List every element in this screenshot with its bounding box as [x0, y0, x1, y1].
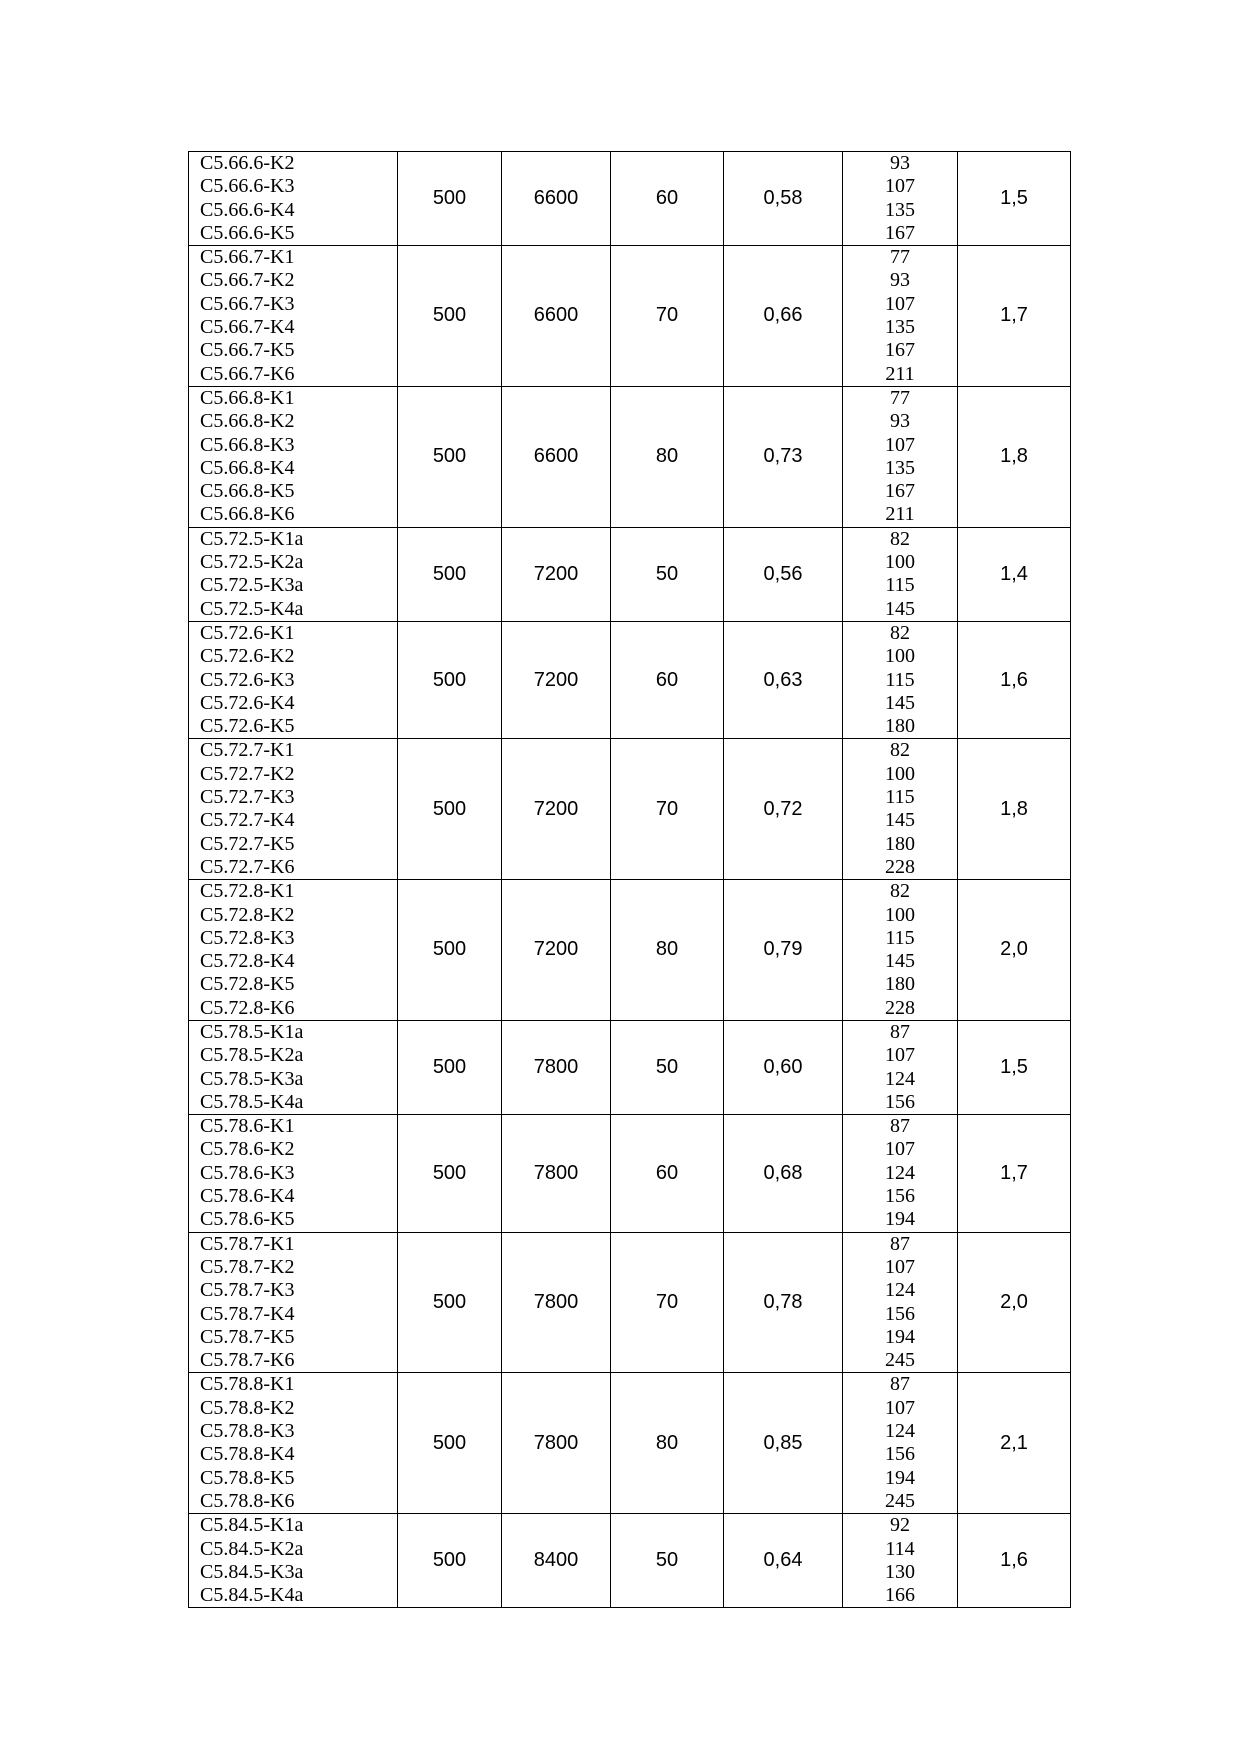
- load-value: 180: [885, 715, 915, 738]
- mark-label: C5.78.7-K1: [200, 1232, 295, 1255]
- load-cell: [843, 386, 958, 527]
- load-cell: [843, 621, 958, 738]
- load-value: 100: [885, 903, 915, 926]
- mark-label: C5.66.7-K5: [200, 339, 295, 362]
- mark-label: C5.66.6-K3: [200, 175, 295, 198]
- load-value: 124: [885, 1161, 915, 1184]
- load-value: 115: [885, 786, 915, 809]
- mark-label: C5.72.8-K2: [200, 903, 295, 926]
- load-value: 77: [890, 386, 910, 409]
- col7-cell: 2,0: [958, 880, 1071, 1021]
- load-value: 135: [885, 316, 915, 339]
- col2-cell: 500: [398, 1020, 502, 1114]
- mark-label: C5.72.5-K2a: [200, 551, 304, 574]
- col2-cell: 500: [398, 386, 502, 527]
- mark-label: C5.72.6-K2: [200, 645, 295, 668]
- col3-cell: 7200: [502, 621, 611, 738]
- col4-cell: 50: [611, 527, 724, 621]
- col3-cell: 7200: [502, 527, 611, 621]
- mark-label: C5.72.7-K4: [200, 809, 295, 832]
- load-value: 167: [885, 480, 915, 503]
- mark-label: C5.78.8-K2: [200, 1396, 295, 1419]
- load-value: 228: [885, 996, 915, 1019]
- mark-label: C5.72.7-K5: [200, 832, 295, 855]
- load-value: 87: [890, 1232, 910, 1255]
- load-value: 156: [885, 1443, 915, 1466]
- table-row: [189, 621, 1071, 738]
- mark-label: C5.78.8-K5: [200, 1466, 295, 1489]
- col5-cell: 0,68: [724, 1115, 843, 1232]
- mark-label: C5.78.5-K3a: [200, 1067, 304, 1090]
- mark-label: C5.66.8-K1: [200, 386, 295, 409]
- mark-label: C5.78.7-K5: [200, 1325, 295, 1348]
- load-value: 135: [885, 198, 915, 221]
- col2-cell: 500: [398, 739, 502, 880]
- col3-cell: 6600: [502, 246, 611, 387]
- load-value: 107: [885, 292, 915, 315]
- mark-label: C5.84.5-K3a: [200, 1560, 304, 1583]
- mark-label: C5.66.7-K4: [200, 316, 295, 339]
- col7-cell: 1,6: [958, 621, 1071, 738]
- mark-cell: [189, 1514, 398, 1608]
- col4-cell: 80: [611, 1373, 724, 1514]
- load-value: 87: [890, 1115, 910, 1138]
- table-row: [189, 880, 1071, 1021]
- mark-label: C5.78.6-K4: [200, 1185, 295, 1208]
- load-cell: [843, 246, 958, 387]
- mark-label: C5.66.7-K1: [200, 246, 295, 269]
- col3-cell: 7200: [502, 739, 611, 880]
- load-value: 194: [885, 1208, 915, 1231]
- load-value: 82: [890, 880, 910, 903]
- col7-cell: 2,1: [958, 1373, 1071, 1514]
- col5-cell: 0,63: [724, 621, 843, 738]
- col3-cell: 7800: [502, 1115, 611, 1232]
- load-value: 211: [885, 362, 915, 385]
- col4-cell: 60: [611, 1115, 724, 1232]
- load-value: 194: [885, 1325, 915, 1348]
- mark-cell: [189, 386, 398, 527]
- mark-label: C5.66.7-K6: [200, 362, 295, 385]
- mark-label: C5.78.7-K4: [200, 1302, 295, 1325]
- specification-table: [188, 151, 1071, 1608]
- mark-label: C5.78.8-K3: [200, 1420, 295, 1443]
- col4-cell: 60: [611, 152, 724, 246]
- mark-label: C5.78.8-K4: [200, 1443, 295, 1466]
- load-value: 156: [885, 1302, 915, 1325]
- col7-cell: 1,6: [958, 1514, 1071, 1608]
- mark-label: C5.66.6-K5: [200, 221, 295, 244]
- mark-label: C5.72.8-K4: [200, 950, 295, 973]
- col3-cell: 7200: [502, 880, 611, 1021]
- mark-label: C5.72.6-K1: [200, 621, 295, 644]
- mark-label: C5.84.5-K4a: [200, 1584, 304, 1607]
- mark-label: C5.72.6-K4: [200, 691, 295, 714]
- mark-label: C5.78.5-K4a: [200, 1090, 304, 1113]
- mark-cell: [189, 527, 398, 621]
- load-cell: [843, 1232, 958, 1373]
- load-cell: [843, 152, 958, 246]
- load-value: 180: [885, 973, 915, 996]
- col5-cell: 0,79: [724, 880, 843, 1021]
- mark-cell: [189, 1020, 398, 1114]
- load-value: 130: [885, 1560, 915, 1583]
- mark-label: C5.72.6-K5: [200, 715, 295, 738]
- col2-cell: 500: [398, 1232, 502, 1373]
- load-value: 114: [885, 1537, 915, 1560]
- load-value: 93: [890, 269, 910, 292]
- load-value: 82: [890, 739, 910, 762]
- col5-cell: 0,64: [724, 1514, 843, 1608]
- load-value: 100: [885, 762, 915, 785]
- load-value: 145: [885, 809, 915, 832]
- mark-label: C5.72.8-K5: [200, 973, 295, 996]
- load-value: 124: [885, 1067, 915, 1090]
- load-value: 145: [885, 950, 915, 973]
- load-value: 145: [885, 597, 915, 620]
- load-value: 245: [885, 1489, 915, 1512]
- load-value: 145: [885, 691, 915, 714]
- mark-label: C5.66.8-K2: [200, 410, 295, 433]
- col7-cell: 1,5: [958, 1020, 1071, 1114]
- load-value: 107: [885, 1138, 915, 1161]
- mark-label: C5.78.8-K6: [200, 1489, 295, 1512]
- col2-cell: 500: [398, 621, 502, 738]
- load-value: 245: [885, 1349, 915, 1372]
- col2-cell: 500: [398, 152, 502, 246]
- col5-cell: 0,56: [724, 527, 843, 621]
- mark-label: C5.66.6-K2: [200, 152, 295, 174]
- col7-cell: 1,7: [958, 246, 1071, 387]
- col4-cell: 60: [611, 621, 724, 738]
- col5-cell: 0,66: [724, 246, 843, 387]
- col7-cell: 1,8: [958, 739, 1071, 880]
- mark-label: C5.78.8-K1: [200, 1373, 295, 1396]
- col2-cell: 500: [398, 1373, 502, 1514]
- col4-cell: 70: [611, 246, 724, 387]
- table-row: [189, 152, 1071, 246]
- table-row: [189, 1115, 1071, 1232]
- table-row: [189, 1373, 1071, 1514]
- mark-label: C5.78.7-K6: [200, 1349, 295, 1372]
- table-row: [189, 739, 1071, 880]
- col5-cell: 0,58: [724, 152, 843, 246]
- mark-label: C5.72.7-K1: [200, 739, 295, 762]
- load-value: 100: [885, 645, 915, 668]
- col2-cell: 500: [398, 246, 502, 387]
- load-cell: [843, 880, 958, 1021]
- mark-label: C5.78.6-K2: [200, 1138, 295, 1161]
- mark-label: C5.78.6-K3: [200, 1161, 295, 1184]
- load-cell: [843, 527, 958, 621]
- mark-label: C5.72.8-K3: [200, 926, 295, 949]
- mark-label: C5.66.8-K6: [200, 503, 295, 526]
- mark-label: C5.84.5-K1a: [200, 1514, 304, 1537]
- col3-cell: 6600: [502, 386, 611, 527]
- load-value: 115: [885, 574, 915, 597]
- mark-cell: [189, 152, 398, 246]
- col4-cell: 50: [611, 1514, 724, 1608]
- mark-cell: [189, 1115, 398, 1232]
- col5-cell: 0,73: [724, 386, 843, 527]
- mark-label: C5.78.5-K2a: [200, 1044, 304, 1067]
- load-value: 194: [885, 1466, 915, 1489]
- load-value: 93: [890, 410, 910, 433]
- load-value: 82: [890, 527, 910, 550]
- table-row: [189, 386, 1071, 527]
- load-value: 211: [885, 503, 915, 526]
- col2-cell: 500: [398, 1514, 502, 1608]
- col3-cell: 6600: [502, 152, 611, 246]
- table-row: [189, 1020, 1071, 1114]
- col7-cell: 1,5: [958, 152, 1071, 246]
- load-value: 93: [890, 152, 910, 174]
- col3-cell: 7800: [502, 1232, 611, 1373]
- load-value: 180: [885, 832, 915, 855]
- mark-label: C5.72.5-K1a: [200, 527, 304, 550]
- load-cell: [843, 1020, 958, 1114]
- col4-cell: 50: [611, 1020, 724, 1114]
- load-value: 167: [885, 221, 915, 244]
- mark-label: C5.78.7-K2: [200, 1255, 295, 1278]
- col4-cell: 80: [611, 880, 724, 1021]
- load-value: 87: [890, 1020, 910, 1043]
- mark-label: C5.72.5-K3a: [200, 574, 304, 597]
- mark-label: C5.66.7-K2: [200, 269, 295, 292]
- col3-cell: 7800: [502, 1373, 611, 1514]
- mark-label: C5.72.5-K4a: [200, 597, 304, 620]
- mark-label: C5.78.6-K1: [200, 1115, 295, 1138]
- load-cell: [843, 1115, 958, 1232]
- col5-cell: 0,78: [724, 1232, 843, 1373]
- mark-label: C5.72.7-K2: [200, 762, 295, 785]
- load-value: 107: [885, 1396, 915, 1419]
- load-value: 228: [885, 855, 915, 878]
- col5-cell: 0,72: [724, 739, 843, 880]
- load-value: 82: [890, 621, 910, 644]
- table-row: [189, 246, 1071, 387]
- load-value: 107: [885, 433, 915, 456]
- load-value: 107: [885, 175, 915, 198]
- mark-label: C5.72.8-K1: [200, 880, 295, 903]
- load-value: 100: [885, 551, 915, 574]
- load-value: 115: [885, 668, 915, 691]
- col7-cell: 1,7: [958, 1115, 1071, 1232]
- load-value: 107: [885, 1255, 915, 1278]
- mark-cell: [189, 739, 398, 880]
- col5-cell: 0,85: [724, 1373, 843, 1514]
- load-cell: [843, 739, 958, 880]
- load-value: 115: [885, 926, 915, 949]
- col2-cell: 500: [398, 1115, 502, 1232]
- table-body: [189, 152, 1071, 1608]
- load-value: 107: [885, 1044, 915, 1067]
- mark-label: C5.72.7-K3: [200, 786, 295, 809]
- load-value: 166: [885, 1584, 915, 1607]
- load-value: 167: [885, 339, 915, 362]
- load-cell: [843, 1514, 958, 1608]
- col2-cell: 500: [398, 880, 502, 1021]
- col7-cell: 2,0: [958, 1232, 1071, 1373]
- mark-label: C5.78.5-K1a: [200, 1020, 304, 1043]
- table-row: [189, 1514, 1071, 1608]
- mark-label: C5.66.6-K4: [200, 198, 295, 221]
- mark-label: C5.72.6-K3: [200, 668, 295, 691]
- mark-cell: [189, 880, 398, 1021]
- load-cell: [843, 1373, 958, 1514]
- mark-cell: [189, 1232, 398, 1373]
- col7-cell: 1,4: [958, 527, 1071, 621]
- mark-label: C5.84.5-K2a: [200, 1537, 304, 1560]
- mark-label: C5.78.6-K5: [200, 1208, 295, 1231]
- load-value: 92: [890, 1514, 910, 1537]
- load-value: 124: [885, 1420, 915, 1443]
- mark-label: C5.72.7-K6: [200, 855, 295, 878]
- col4-cell: 70: [611, 739, 724, 880]
- col5-cell: 0,60: [724, 1020, 843, 1114]
- mark-label: C5.66.8-K3: [200, 433, 295, 456]
- mark-label: C5.66.8-K4: [200, 456, 295, 479]
- col7-cell: 1,8: [958, 386, 1071, 527]
- mark-label: C5.66.8-K5: [200, 480, 295, 503]
- mark-cell: [189, 246, 398, 387]
- col4-cell: 80: [611, 386, 724, 527]
- load-value: 156: [885, 1185, 915, 1208]
- table-row: [189, 1232, 1071, 1373]
- mark-label: C5.66.7-K3: [200, 292, 295, 315]
- table-row: [189, 527, 1071, 621]
- load-value: 77: [890, 246, 910, 269]
- mark-label: C5.78.7-K3: [200, 1279, 295, 1302]
- load-value: 87: [890, 1373, 910, 1396]
- mark-cell: [189, 1373, 398, 1514]
- col3-cell: 8400: [502, 1514, 611, 1608]
- mark-cell: [189, 621, 398, 738]
- load-value: 135: [885, 456, 915, 479]
- col4-cell: 70: [611, 1232, 724, 1373]
- mark-label: C5.72.8-K6: [200, 996, 295, 1019]
- col3-cell: 7800: [502, 1020, 611, 1114]
- load-value: 156: [885, 1090, 915, 1113]
- load-value: 124: [885, 1279, 915, 1302]
- col2-cell: 500: [398, 527, 502, 621]
